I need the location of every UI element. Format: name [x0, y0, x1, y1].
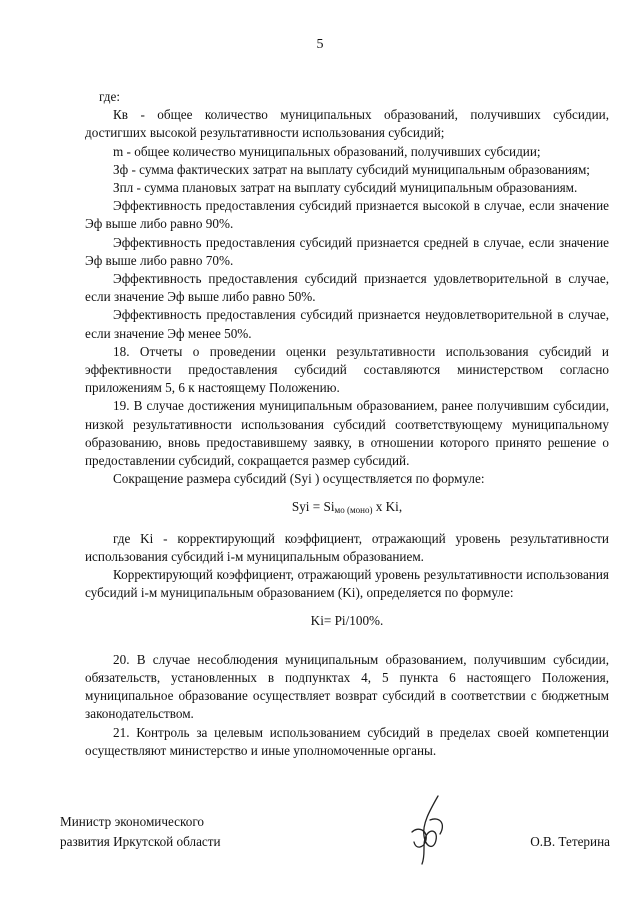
paragraph-high: Эффективность предоставления субсидий признается высокой в случае, если значение Эф выше либо равно 90%.: [85, 198, 609, 232]
paragraph-21: 21. Контроль за целевым использованием субсидий в пределах своей компетенции осуществляют министерство и иные уполномоченные органы.: [85, 724, 609, 758]
formula-syi-rhs: x Ki,: [372, 499, 403, 515]
paragraph-ki-formula-intro: Корректирующий коэффициент, отражающий уровень результативности использования субсидий i-м муниципальным образованием (Ki), определяется по формуле:: [85, 567, 609, 601]
paragraph-reduction: Сокращение размера субсидий (Syi ) осуществляется по формуле:: [113, 471, 485, 487]
signatory-position: [60, 812, 221, 852]
page-number: 5: [316, 37, 324, 52]
paragraph-medium: Эффективность предоставления субсидий признается средней в случае, если значение Эф выше либо равно 70%.: [85, 234, 609, 268]
formula-syi-subscript: мо (моно): [334, 505, 373, 516]
paragraph-where: где:: [99, 89, 120, 104]
formula-syi-lhs: Syi = Si: [291, 499, 335, 515]
paragraph-zf: Зф - сумма фактических затрат на выплату субсидий муниципальным образованиям;: [113, 161, 590, 177]
paragraph-kv: Кв - общее количество муниципальных образований, получивших субсидии, достигших высокой результативности использования субсидий;: [85, 107, 609, 141]
paragraph-19: 19. В случае достижения муниципальным образованием, ранее получившим субсидии, низкой результативности использования субсидий соответствующему муниципальному образованию, вновь предоставившему заявку, в отношении которого принято решение о предоставлении субсидий, сокращается размер субсидий.: [85, 398, 609, 469]
document-body: [85, 88, 609, 760]
paragraph-zpl: Зпл - сумма плановых затрат на выплату субсидий муниципальным образованиям.: [113, 180, 578, 196]
formula-syi: [85, 498, 609, 519]
handwritten-signature: [400, 790, 460, 870]
paragraph-20: 20. В случае несоблюдения муниципальным образованием, получившим субсидии, обязательств, установленных в подпунктах 4, 5 пункта 6 настоящего Положения, муниципальное образование осуществляет возврат субсидий в соответствии с бюджетным законодательством.: [85, 651, 609, 722]
paragraph-m: m - общее количество муниципальных образований, получивших субсидии;: [113, 143, 541, 159]
paragraph-unsatisfactory: Эффективность предоставления субсидий признается неудовлетворительной в случае, если значение Эф менее 50%.: [85, 307, 609, 341]
formula-ki: Ki= Pi/100%.: [310, 613, 384, 629]
paragraph-satisfactory: Эффективность предоставления субсидий признается удовлетворительной в случае, если значение Эф выше либо равно 50%.: [85, 271, 609, 305]
position-line-1: Министр экономического: [60, 814, 205, 829]
signatory-name: О.В. Тетерина: [530, 834, 610, 849]
paragraph-18: 18. Отчеты о проведении оценки результативности использования субсидий и эффективности предоставления субсидий составляются министерством согласно приложениям 5, 6 к настоящему Положению.: [85, 343, 609, 396]
position-line-2: развития Иркутской области: [60, 834, 221, 849]
paragraph-ki-definition: где Ki - корректирующий коэффициент, отражающий уровень результативности использования субсидий i-м муниципальным образованием.: [85, 530, 609, 564]
